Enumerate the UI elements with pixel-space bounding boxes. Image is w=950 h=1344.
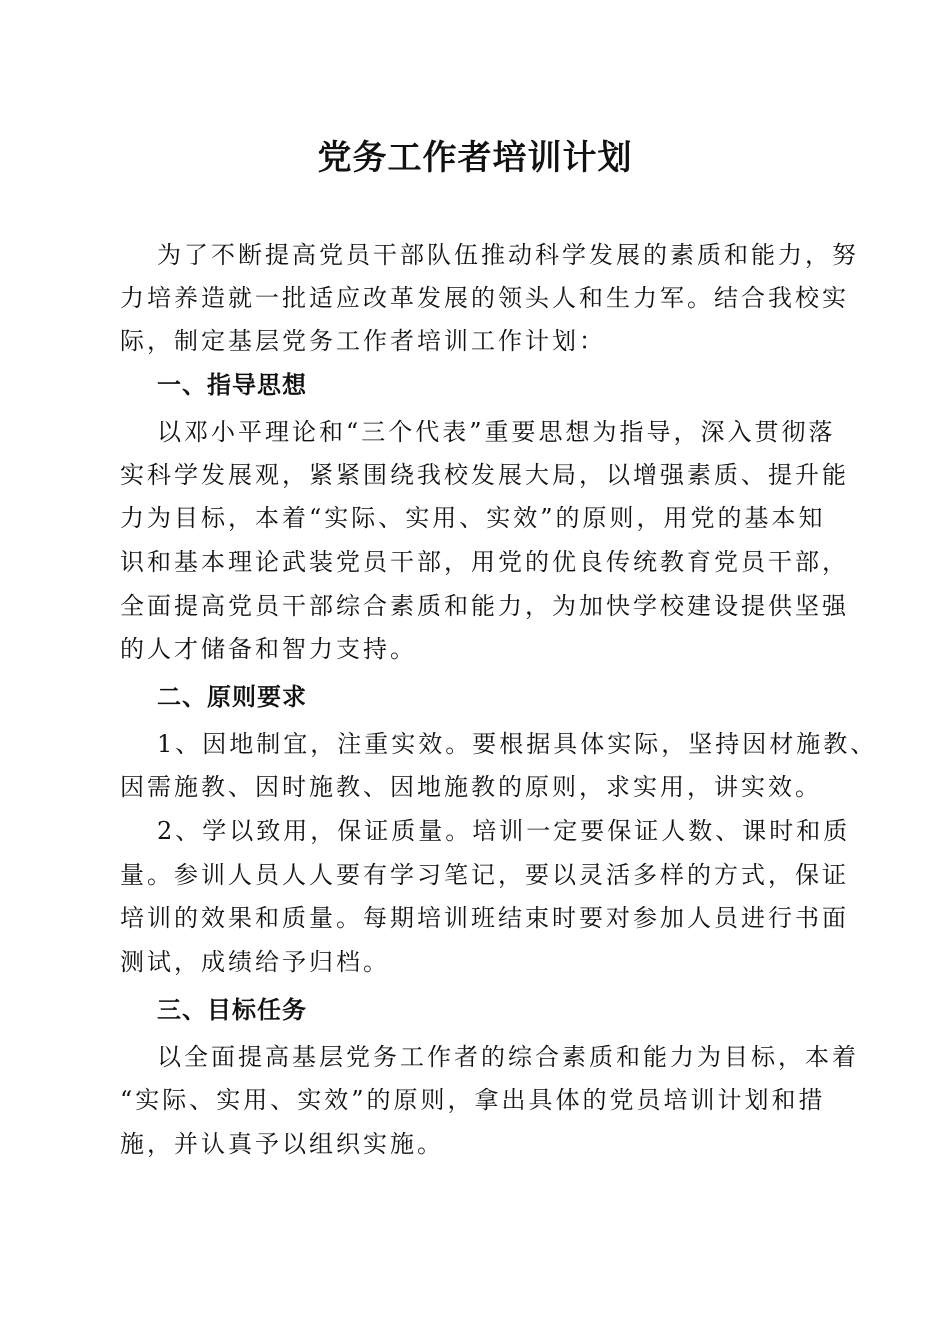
paragraph-line: 2、学以致用，保证质量。培训一定要保证人数、课时和质 xyxy=(157,817,851,845)
intro-line: 际，制定基层党务工作者培训工作计划： xyxy=(120,327,606,355)
paragraph-line: 的人才储备和智力支持。 xyxy=(120,635,417,663)
paragraph-line: 以全面提高基层党务工作者的综合素质和能力为目标，本着 xyxy=(157,1043,859,1071)
intro-line: 为了不断提高党员干部队伍推动科学发展的素质和能力，努 xyxy=(157,241,859,269)
paragraph-line: 量。参训人员人人要有学习笔记，要以灵活多样的方式，保证 xyxy=(120,861,849,889)
section-heading-goals: 三、目标任务 xyxy=(157,996,307,1024)
paragraph-line: 培训的效果和质量。每期培训班结束时要对参加人员进行书面 xyxy=(120,904,849,932)
intro-line: 力培养造就一批适应改革发展的领头人和生力军。结合我校实 xyxy=(120,284,849,312)
section-heading-guiding-ideology: 一、指导思想 xyxy=(157,371,307,399)
section-heading-principles: 二、原则要求 xyxy=(157,683,307,711)
paragraph-line: 全面提高党员干部综合素质和能力，为加快学校建设提供坚强 xyxy=(120,592,849,620)
paragraph-line: 力为目标，本着“实际、实用、实效”的原则，用党的基本知 xyxy=(120,504,826,532)
paragraph-line: 识和基本理论武装党员干部，用党的优良传统教育党员干部， xyxy=(120,548,849,576)
paragraph-line: 因需施教、因时施教、因地施教的原则，求实用，讲实效。 xyxy=(120,773,822,801)
paragraph-line: 测试，成绩给予归档。 xyxy=(120,948,390,976)
paragraph-line: “实际、实用、实效”的原则，拿出具体的党员培训计划和措 xyxy=(120,1086,826,1114)
paragraph-line: 实科学发展观，紧紧围绕我校发展大局，以增强素质、提升能 xyxy=(120,461,849,489)
paragraph-line: 施，并认真予以组织实施。 xyxy=(120,1130,444,1158)
document-title: 党务工作者培训计划 xyxy=(317,138,633,178)
paragraph-line: 以邓小平理论和“三个代表”重要思想为指导，深入贯彻落 xyxy=(157,418,836,446)
paragraph-line: 1、因地制宜，注重实效。要根据具体实际，坚持因材施教、 xyxy=(157,730,878,758)
